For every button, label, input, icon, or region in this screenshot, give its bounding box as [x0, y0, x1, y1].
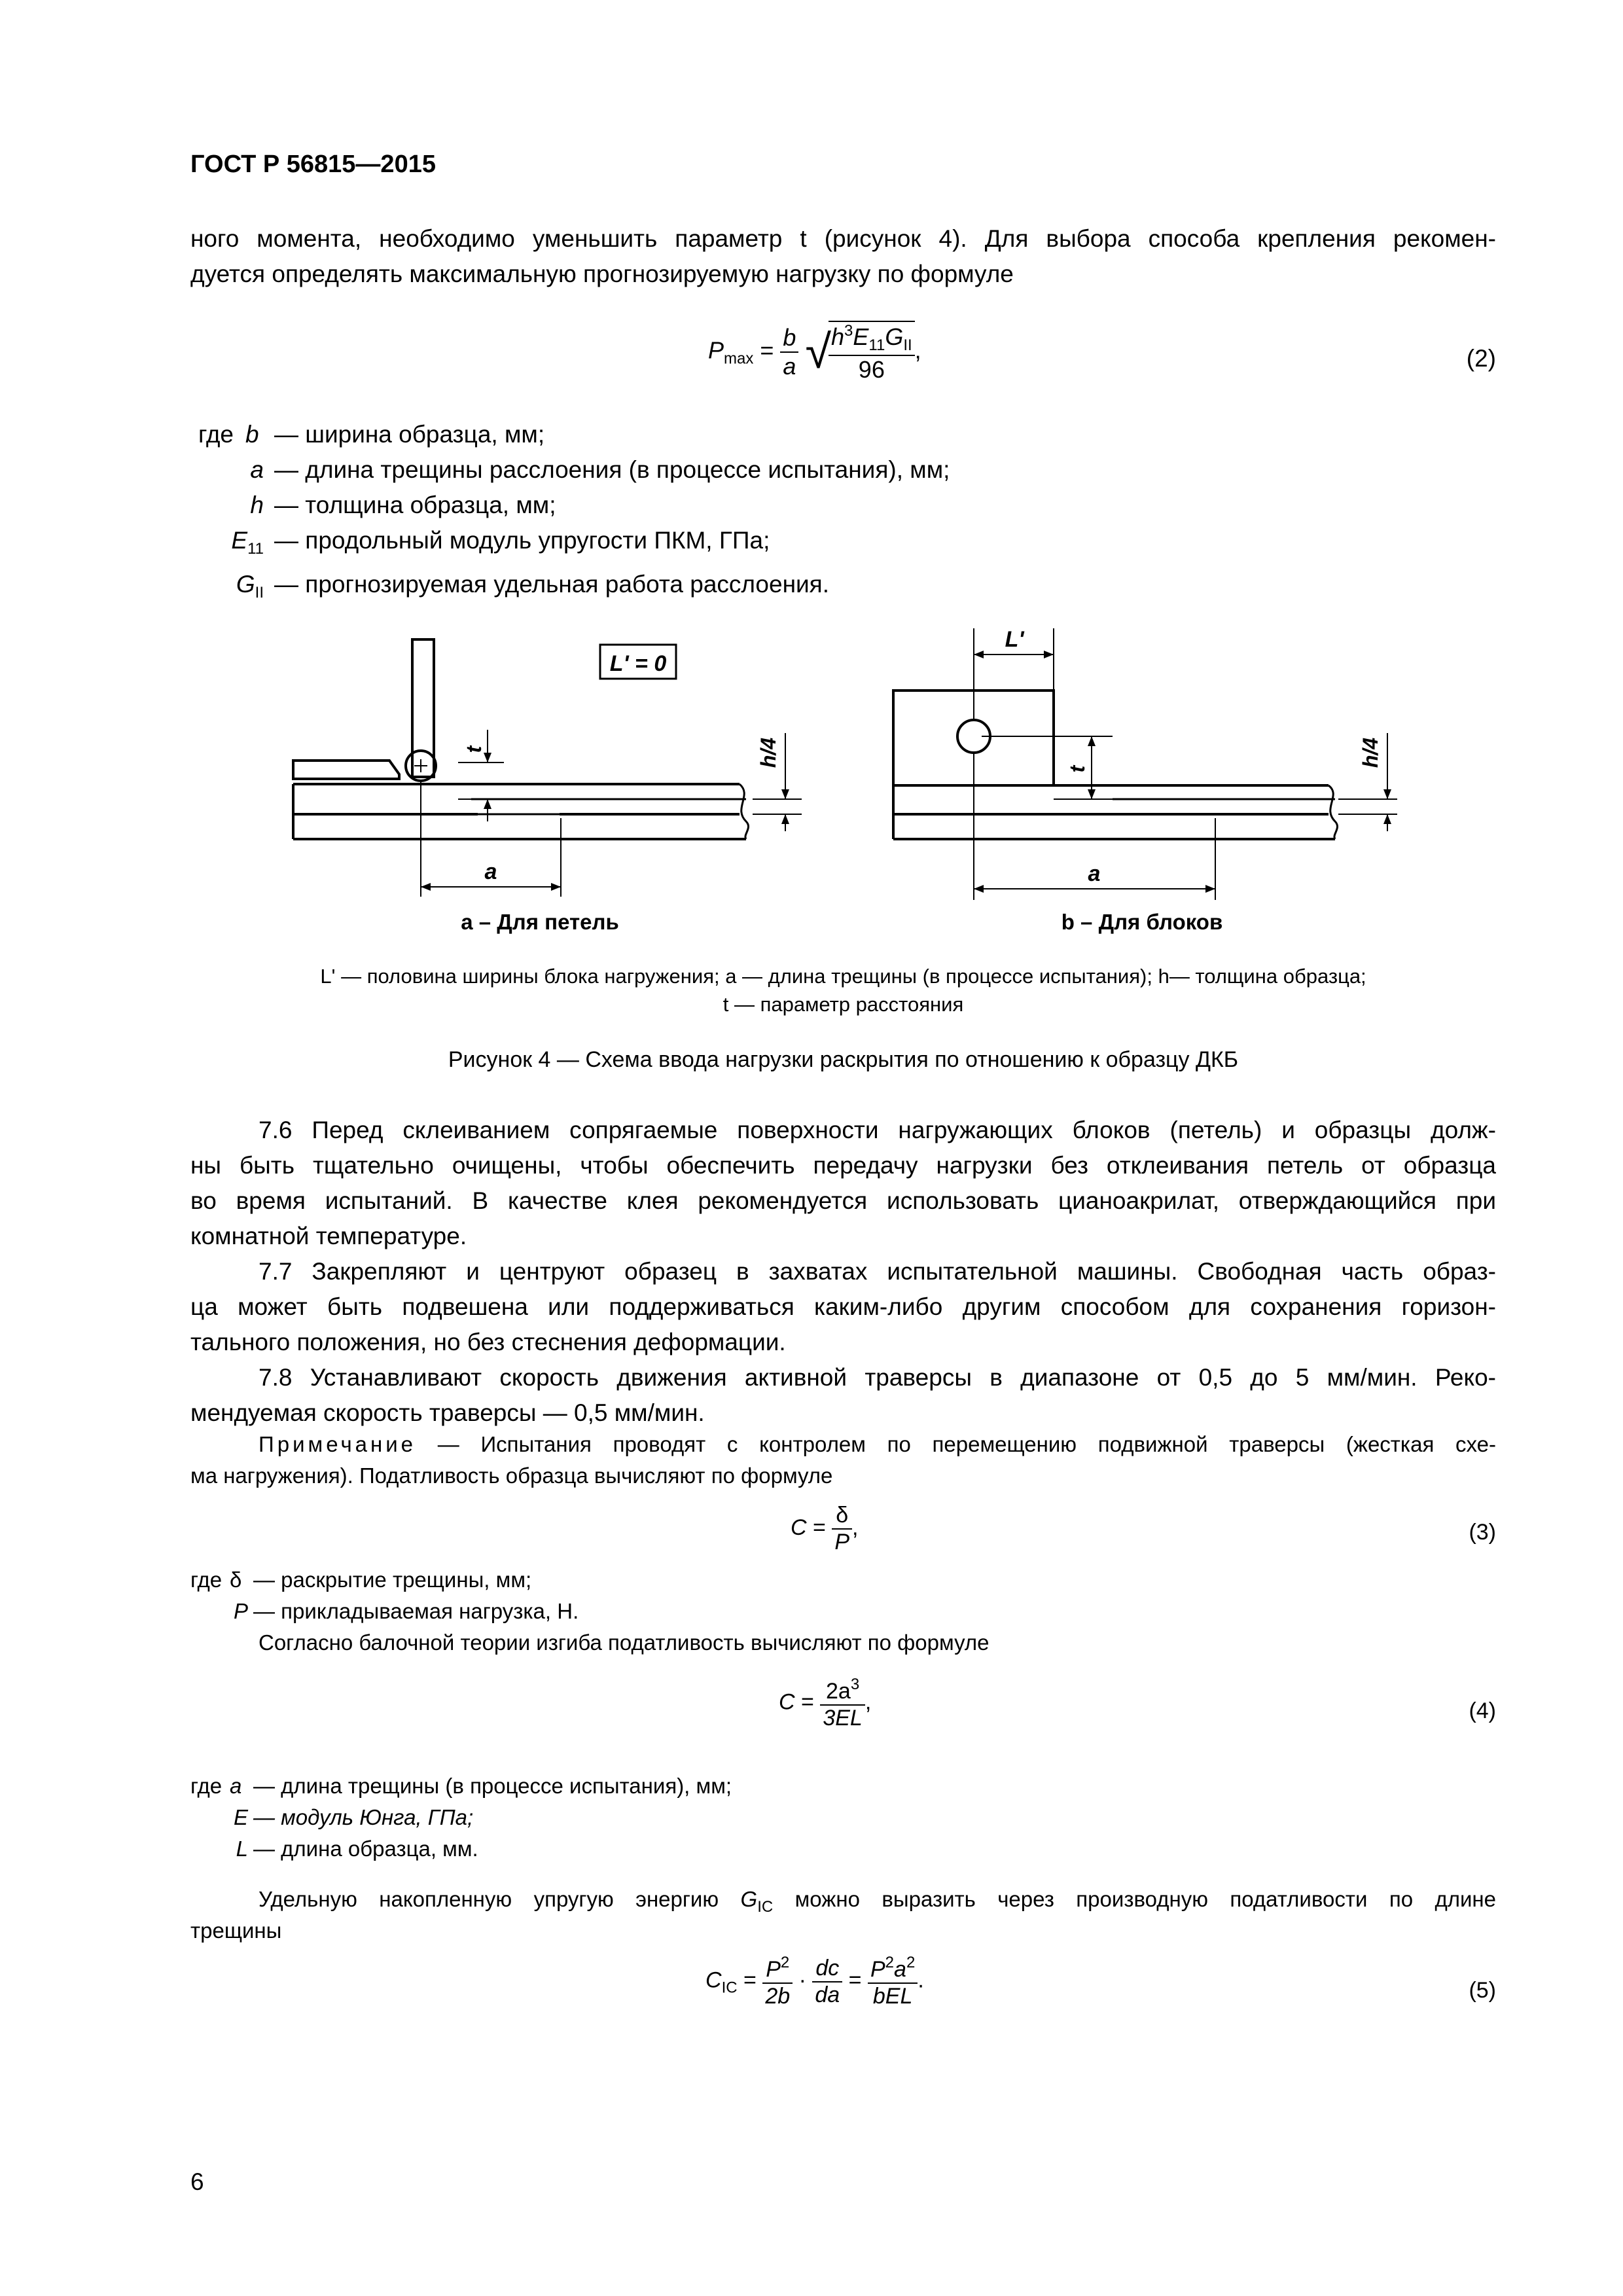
left-h4-label: h/4: [757, 737, 780, 768]
section-7-7-line-2: ца может быть подвешена или поддерживаться каким-либо другим способом для сохранения горизон-: [190, 1293, 1496, 1320]
figure-legend: [190, 962, 1496, 1018]
def-lead: где: [198, 421, 234, 448]
page-number: 6: [190, 2168, 204, 2195]
def-row: $E_{11}$ — продольный модуль упругости ПКМ, ГПа;: [231, 527, 770, 558]
note-line-2: ма нагружения). Податливость образца вычисляют по формуле: [190, 1463, 833, 1488]
right-L-label: L': [1005, 627, 1024, 652]
figure-title: Рисунок 4 — Схема ввода нагрузки раскрытия по отношению к образцу ДКБ: [448, 1047, 1239, 1072]
right-h4-label: h/4: [1359, 737, 1382, 768]
figure-legend-line-1: L' — половина ширины блока нагружения; a — длина трещины (в процессе испытания); h— толщина образца;: [320, 965, 1366, 988]
formula-2-lhs: P: [708, 336, 724, 364]
right-a-label: a: [1088, 861, 1101, 886]
formula-3-number: (3): [1469, 1520, 1496, 1545]
section-7-6-line-4: комнатной температуре.: [190, 1223, 467, 1249]
formula-2-frac-num: b: [780, 324, 798, 353]
section-7-8-line-1: 7.8 Устанавливают скорость движения активной траверсы в диапазоне от 0,5 до 5 мм/мин. Реко-: [259, 1364, 1496, 1391]
left-t-label: t: [462, 745, 486, 753]
formula-2-root-den: 96: [858, 356, 885, 383]
intro-line-1: ного момента, необходимо уменьшить параметр t (рисунок 4). Для выбора способа крепления рекомен-: [190, 225, 1496, 252]
figure-legend-line-2: t — параметр расстояния: [722, 993, 964, 1016]
formula-2-number: (2): [1466, 345, 1496, 372]
right-t-label: t: [1065, 765, 1089, 773]
formula-2-root: [829, 321, 915, 384]
formula-2-lhs-sub: max: [724, 350, 754, 368]
formula-5-number: (5): [1469, 1978, 1496, 2003]
formula-2-eq: =: [760, 336, 774, 364]
def-row: h — толщина образца, мм;: [250, 492, 556, 518]
formula-5: $C_{IC}$ = $\frac{P^2}{2b}$ · $\frac{dc}{da}$ = $\frac{P^2a^2}{\text{bEL}}$ .: [705, 1954, 924, 2009]
def-row: где b — ширина образца, мм;: [198, 417, 950, 452]
formula-2-fraction: [780, 324, 798, 380]
def-row: $G_{II}$ — прогнозируемая удельная работа расслоения.: [236, 571, 829, 601]
formula-4-number: (4): [1469, 1698, 1496, 1723]
definitions-formula-4: где a — длина трещины (в процессе испытания), мм; E — модуль Юнга, ГПа; L — длина образца, мм.: [190, 1774, 732, 1861]
definitions-formula-2: [198, 417, 950, 611]
definitions-formula-3: где δ — раскрытие трещины, мм; P — прикладываемая нагрузка, Н. Согласно балочной теории изгиба податливость вычисляют по формуле: [190, 1564, 989, 1659]
def-row: a — длина трещины расслоения (в процессе испытания), мм;: [250, 456, 950, 483]
section-7-6-line-3: во время испытаний. В качестве клея рекомендуется использовать цианоакрилат, отверждающийся при: [190, 1187, 1496, 1214]
section-7-6-line-1: 7.6 Перед склеиванием сопрягаемые поверхности нагружающих блоков (петель) и образцы долж-: [259, 1117, 1496, 1143]
note-label: Примечание: [259, 1432, 417, 1456]
left-subcaption: a – Для петель: [461, 910, 619, 934]
formula-2: [708, 321, 921, 384]
document-header: ГОСТ Р 56815—2015: [190, 151, 436, 178]
energy-line-1: Удельную накопленную упругую энергию $G_{IC}$ можно выразить через производную податливости по длине: [259, 1887, 1496, 1916]
energy-line-2: трещины: [190, 1918, 282, 1943]
note-line-1: Примечание — Испытания проводят с контролем по перемещению подвижной траверсы (жесткая схе-: [259, 1432, 1496, 1456]
right-subcaption: b – Для блоков: [1061, 910, 1223, 934]
formula-2-tail: ,: [914, 336, 921, 364]
section-7-7-line-3: тального положения, но без стеснения деформации.: [190, 1329, 786, 1355]
formula-3: C = $\frac{\delta}{P}$ ,: [791, 1503, 859, 1554]
intro-line-2: дуется определять максимальную прогнозируемую нагрузку по формуле: [190, 260, 1014, 287]
hinge-base: [293, 761, 399, 779]
formula-2-root-num: $h^3E_{11}G_{II}$: [829, 322, 915, 356]
section-7-7-line-1: 7.7 Закрепляют и центруют образец в захватах испытательной машины. Свободная часть образ-: [259, 1258, 1496, 1285]
left-a-label: a: [484, 859, 497, 884]
formula-4: C = $\frac{2a^3}{3EL}$ ,: [779, 1676, 872, 1731]
hinge-arm: [412, 639, 434, 777]
sqrt-icon: √: [805, 326, 831, 378]
formula-2-frac-den: a: [783, 353, 796, 380]
section-7-6-line-2: ны быть тщательно очищены, чтобы обеспечить передачу нагрузки без отклеивания петель от образца: [190, 1152, 1496, 1179]
box-label: L' = 0: [609, 651, 667, 676]
section-7-8-line-2: мендуемая скорость траверсы — 0,5 мм/мин.: [190, 1399, 705, 1426]
theory-sentence: Согласно балочной теории изгиба податливость вычисляют по формуле: [259, 1630, 990, 1655]
